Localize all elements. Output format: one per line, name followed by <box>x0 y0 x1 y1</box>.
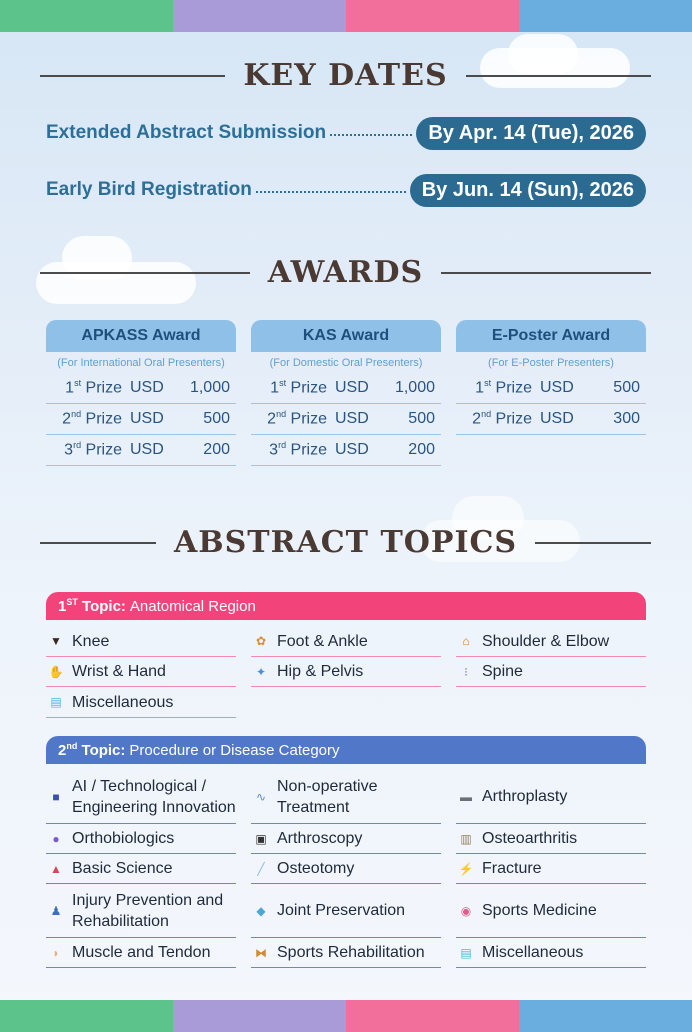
topic-item <box>46 938 236 968</box>
topic-item-label: Miscellaneous <box>482 944 584 961</box>
flask-icon: ▲ <box>50 861 62 876</box>
divider-line <box>535 542 651 544</box>
topic-item-label: Foot & Ankle <box>277 632 368 650</box>
prize-rank-suffix: st <box>484 378 492 389</box>
topic-item <box>456 824 646 854</box>
topic-sup: nd <box>66 741 78 751</box>
prize-rank-number: 1 <box>270 379 280 397</box>
key-dates-title: KEY DATES <box>243 58 448 93</box>
stripe-blue <box>519 0 692 32</box>
prize-amount: 200 <box>408 441 435 458</box>
bottom-color-stripe <box>0 1000 692 1032</box>
stripe-green <box>0 0 173 32</box>
topic-item <box>251 657 441 687</box>
knee-icon: ▼ <box>50 634 62 648</box>
topic-1-bar <box>46 592 646 620</box>
topic-word: Topic <box>81 742 121 759</box>
topic-item-label: Wrist & Hand <box>72 663 166 680</box>
divider-line <box>40 272 250 274</box>
prize-row <box>46 404 236 435</box>
topic-item-label: Arthroplasty <box>482 788 568 805</box>
prize-word: Prize <box>85 410 122 428</box>
prize-currency: USD <box>335 441 369 458</box>
topic-item <box>456 626 646 657</box>
stripe-pink <box>346 1000 519 1032</box>
key-date-row <box>46 116 646 150</box>
topic-2-bar <box>46 736 646 764</box>
awards-title: AWARDS <box>267 255 424 290</box>
misc-icon: ▤ <box>50 695 62 709</box>
topic-1-description: Anatomical Region <box>129 597 256 615</box>
topic-item-label: Basic Science <box>72 860 173 877</box>
prize-rank <box>251 440 335 459</box>
prize-rank-number: 2 <box>62 410 72 428</box>
topic-item <box>46 854 236 884</box>
prize-amount: 200 <box>203 441 230 458</box>
prize-rank-number: 3 <box>64 441 74 459</box>
prize-rank <box>46 378 130 397</box>
key-date-pill: By Jun. 14 (Sun), 2026 <box>410 174 646 207</box>
prize-amount: 500 <box>203 410 230 427</box>
prize-amount: 300 <box>613 410 640 427</box>
topic-item-label: Miscellaneous <box>72 693 174 711</box>
divider-line <box>40 542 156 544</box>
bandage-icon: ╱ <box>257 861 265 876</box>
prize-row <box>251 404 441 435</box>
awards-header <box>40 255 651 290</box>
topic-item <box>46 626 236 657</box>
topic-item-label: Sports Medicine <box>482 902 597 919</box>
prize-row <box>456 373 646 404</box>
topic-item-label: Osteoarthritis <box>482 830 578 847</box>
topic-item-label: Knee <box>72 632 110 650</box>
prize-row <box>46 435 236 466</box>
prize-rank-suffix: rd <box>278 440 287 451</box>
topic-item-label: Muscle and Tendon <box>72 944 211 961</box>
award-subtitle: (For E-Poster Presenters) <box>488 357 614 369</box>
topic-item <box>251 938 441 968</box>
topic-item <box>456 884 646 938</box>
topic-sep: : <box>120 742 126 759</box>
prize-rank-suffix: nd <box>481 409 492 420</box>
key-date-label: Extended Abstract Submission <box>46 122 327 143</box>
topic-item-label: Arthroscopy <box>277 830 363 847</box>
topic-item <box>456 938 646 968</box>
prize-word: Prize <box>85 441 122 459</box>
prize-rank-suffix: nd <box>276 409 287 420</box>
prize-rank-number: 2 <box>472 410 482 428</box>
pill-icon: ◉ <box>460 903 472 918</box>
topic-num: 2 <box>58 742 67 759</box>
prize-rank-number: 1 <box>475 379 485 397</box>
ai-chip-icon: ■ <box>52 789 60 804</box>
prize-row <box>251 373 441 404</box>
award-name: KAS Award <box>251 320 441 352</box>
topic-num: 1 <box>58 598 67 615</box>
topic-word: Topic <box>82 598 121 615</box>
muscle-icon: ◗ <box>52 945 60 960</box>
spine-icon: ⁝ <box>464 664 468 679</box>
prize-rank-number: 3 <box>269 441 279 459</box>
topic-item <box>46 884 236 938</box>
prize-rank-number: 2 <box>267 410 277 428</box>
stripe-blue <box>519 1000 692 1032</box>
key-dates-header <box>40 58 651 93</box>
topic-item <box>456 657 646 687</box>
dotted-leader <box>330 134 412 136</box>
hammer-icon: ▬ <box>460 789 472 804</box>
topic-item <box>251 824 441 854</box>
stethoscope-icon: ∿ <box>255 789 267 804</box>
shield-icon: ◆ <box>256 903 266 918</box>
prize-currency: USD <box>130 379 164 396</box>
topic-item <box>46 770 236 824</box>
topic-item <box>46 824 236 854</box>
prize-rank <box>456 409 540 428</box>
award-table <box>46 320 236 466</box>
hanger-icon: ⌂ <box>462 634 470 648</box>
prize-rank <box>456 378 540 397</box>
topic-2-description: Procedure or Disease Category <box>129 741 340 759</box>
prize-word: Prize <box>290 410 327 428</box>
prize-currency: USD <box>540 379 574 396</box>
topic-item <box>251 770 441 824</box>
stripe-green <box>0 1000 173 1032</box>
topic-item-label: Hip & Pelvis <box>277 663 364 680</box>
award-name: APKASS Award <box>46 320 236 352</box>
topic-item-label: Orthobiologics <box>72 830 175 847</box>
topic-item-label: Injury Prevention and Rehabilitation <box>72 891 224 930</box>
prize-currency: USD <box>540 410 574 427</box>
award-table <box>251 320 441 466</box>
topic-item-label: Shoulder & Elbow <box>482 632 610 650</box>
top-color-stripe <box>0 0 692 32</box>
dumbbell-icon: ⧓ <box>255 945 267 960</box>
topic-item <box>46 687 236 718</box>
topic-item-label: Osteotomy <box>277 860 355 877</box>
key-date-label: Early Bird Registration <box>46 179 252 200</box>
divider-line <box>441 272 651 274</box>
topic-sep: : <box>120 598 126 615</box>
camera-icon: ▣ <box>255 831 267 846</box>
stripe-pink <box>346 0 519 32</box>
abstract-topics-header <box>40 525 651 560</box>
prize-rank-suffix: st <box>74 378 82 389</box>
prize-amount: 500 <box>408 410 435 427</box>
prize-currency: USD <box>130 441 164 458</box>
topic-sup: ST <box>66 597 78 607</box>
prize-rank <box>251 409 335 428</box>
prize-rank <box>251 378 335 397</box>
rehab-icon: ♟ <box>50 903 62 918</box>
stripe-purple <box>173 0 346 32</box>
divider-line <box>40 75 225 77</box>
cell-icon: ● <box>52 831 60 846</box>
award-subtitle: (For International Oral Presenters) <box>57 357 225 369</box>
prize-amount: 1,000 <box>189 379 230 396</box>
topic-item <box>251 884 441 938</box>
key-date-pill: By Apr. 14 (Tue), 2026 <box>416 117 646 150</box>
award-table <box>456 320 646 435</box>
prize-row <box>46 373 236 404</box>
prize-currency: USD <box>335 379 369 396</box>
topic-item-label: Joint Preservation <box>277 902 406 919</box>
prize-rank <box>46 409 130 428</box>
misc-icon: ▤ <box>460 945 472 960</box>
prize-rank-number: 1 <box>65 379 75 397</box>
prize-currency: USD <box>335 410 369 427</box>
prize-amount: 500 <box>613 379 640 396</box>
award-name: E-Poster Award <box>456 320 646 352</box>
stripe-purple <box>173 1000 346 1032</box>
prize-rank-suffix: st <box>279 378 287 389</box>
abstract-topics-title: ABSTRACT TOPICS <box>173 525 518 560</box>
topic-item <box>251 626 441 657</box>
topic-item-label: Fracture <box>482 860 542 877</box>
topic-item-label: AI / Technological / Engineering Innovation <box>72 777 236 816</box>
topic-item <box>251 854 441 884</box>
prize-rank <box>46 440 130 459</box>
topic-item <box>46 657 236 687</box>
award-subtitle: (For Domestic Oral Presenters) <box>269 357 423 369</box>
prize-word: Prize <box>290 379 327 397</box>
prize-word: Prize <box>495 379 532 397</box>
prize-currency: USD <box>130 410 164 427</box>
paw-icon: ✿ <box>255 634 267 648</box>
lightning-icon: ⚡ <box>458 861 474 876</box>
prize-amount: 1,000 <box>394 379 435 396</box>
topic-item <box>456 854 646 884</box>
topic-item <box>456 770 646 824</box>
hand-icon: ✋ <box>48 664 64 679</box>
divider-line <box>466 75 651 77</box>
prize-word: Prize <box>290 441 327 459</box>
prize-word: Prize <box>85 379 122 397</box>
prize-rank-suffix: nd <box>71 409 82 420</box>
joint-icon: ▥ <box>460 831 472 846</box>
topic-item-label: Spine <box>482 663 523 680</box>
prize-row <box>251 435 441 466</box>
topic-item-label: Sports Rehabilitation <box>277 944 425 961</box>
butterfly-icon: ✦ <box>255 664 267 679</box>
key-date-row <box>46 173 646 207</box>
prize-word: Prize <box>495 410 532 428</box>
prize-row <box>456 404 646 435</box>
prize-rank-suffix: rd <box>73 440 82 451</box>
topic-item-label: Non-operative Treatment <box>277 777 378 816</box>
dotted-leader <box>256 191 406 193</box>
